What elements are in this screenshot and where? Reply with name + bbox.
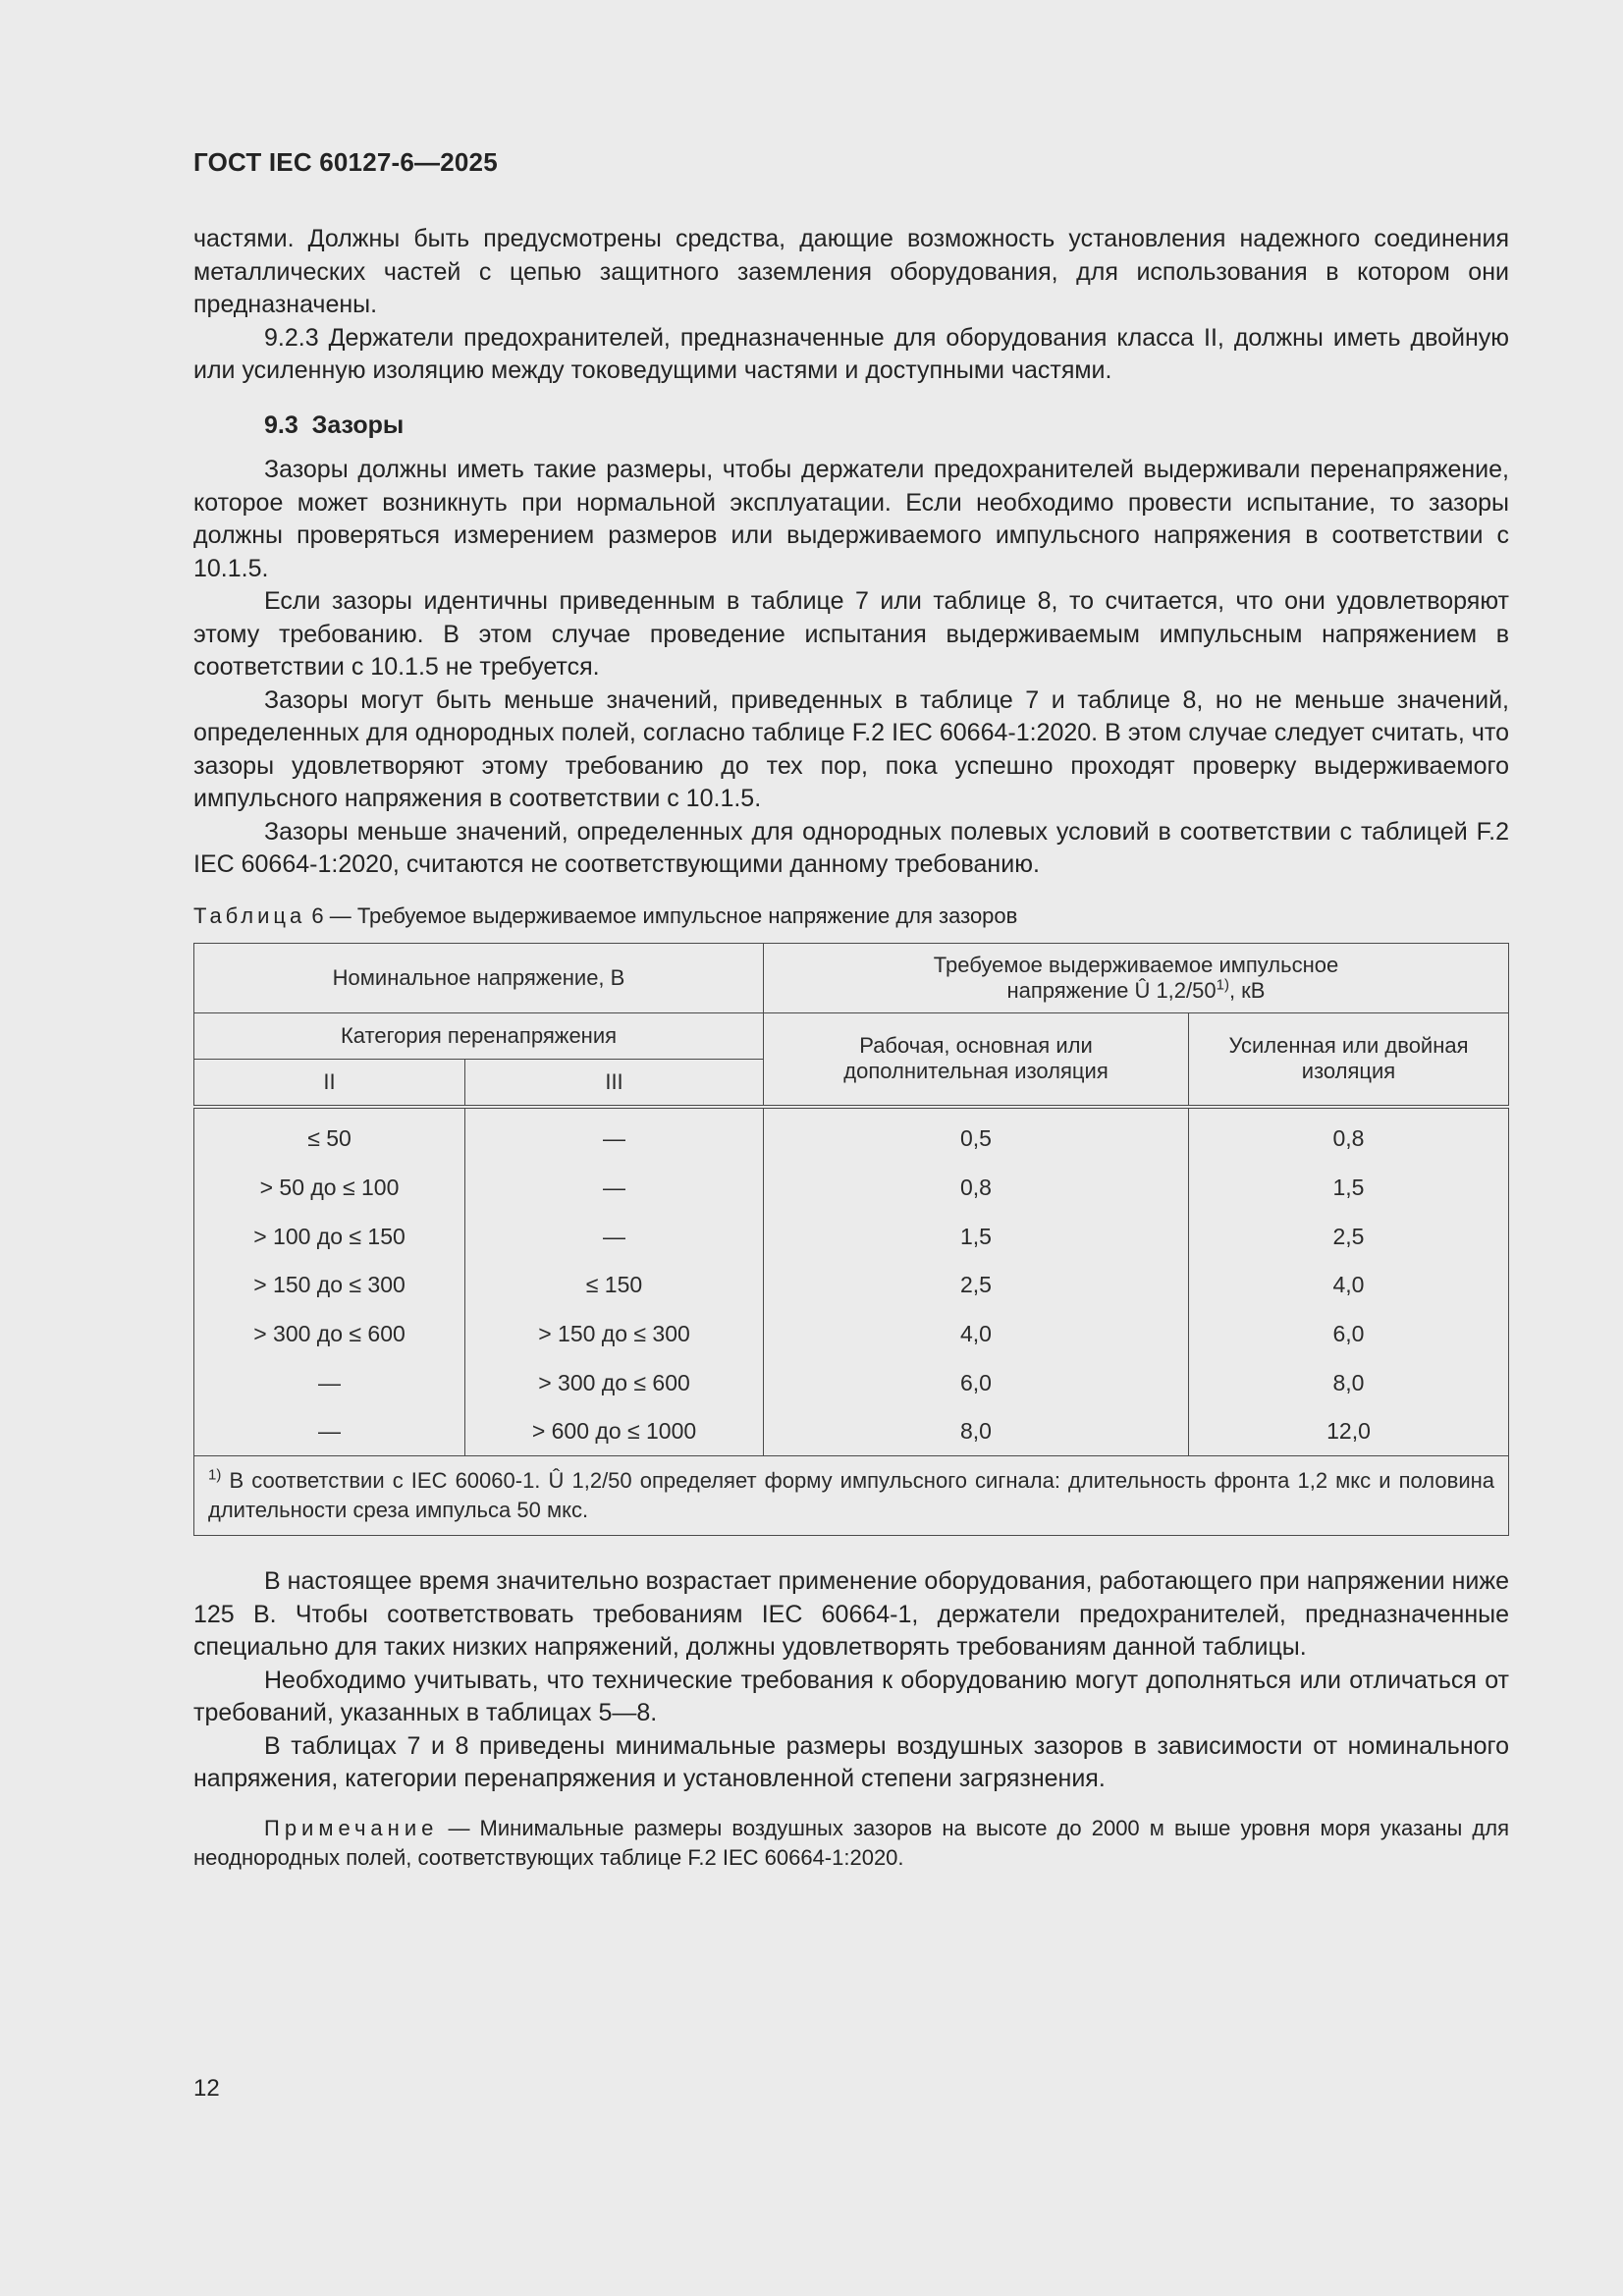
cell-reinforced-insulation: 8,0 — [1189, 1358, 1509, 1407]
impulse-voltage-table — [193, 943, 1509, 1537]
cell-category-ii: > 50 до ≤ 100 — [194, 1163, 465, 1212]
cell-category-iii: — — [465, 1212, 764, 1261]
table-row — [194, 1358, 1509, 1407]
table-row — [194, 1309, 1509, 1358]
table-row — [194, 1163, 1509, 1212]
note-text: — Минимальные размеры воздушных зазоров на высоте до 2000 м выше уровня моря указаны для неоднородных полей, соответствующих таблице F.2 IEC 60664-1:2020. — [193, 1815, 1509, 1870]
header-overvoltage-category: Категория перенапряжения — [194, 1012, 764, 1059]
cell-category-ii: > 300 до ≤ 600 — [194, 1309, 465, 1358]
page-number: 12 — [193, 2075, 220, 2102]
note-label: Примечание — [264, 1815, 439, 1840]
cell-reinforced-insulation: 6,0 — [1189, 1309, 1509, 1358]
cell-reinforced-insulation: 4,0 — [1189, 1261, 1509, 1310]
section-heading — [264, 410, 1509, 443]
table-caption-label: Таблица — [193, 902, 306, 928]
cell-reinforced-insulation: 0,8 — [1189, 1107, 1509, 1164]
cell-reinforced-insulation: 12,0 — [1189, 1407, 1509, 1456]
page-body — [193, 223, 1509, 1873]
document-header: ГОСТ IEC 60127-6—2025 — [193, 147, 498, 177]
header-reinforced-insulation: Усиленная или двойная изоляция — [1189, 1012, 1509, 1107]
cell-category-iii: > 600 до ≤ 1000 — [465, 1407, 764, 1456]
cell-basic-insulation: 4,0 — [764, 1309, 1189, 1358]
paragraph: Необходимо учитывать, что технические требования к оборудованию могут дополняться или отличаться от требований, указанных в таблицах 5—8. — [193, 1666, 1509, 1727]
paragraph: Зазоры должны иметь такие размеры, чтобы держатели предохранителей выдерживали перенапряжение, которое может возникнуть при нормальной эксплуатации. Если необходимо провести испытание, то зазоры должны проверяться измерением размеров или выдерживаемого импульсного напряжения в соответствии с 10.1.5. — [193, 456, 1509, 582]
paragraph-9-2-3: 9.2.3 Держатели предохранителей, предназначенные для оборудования класса II, должны иметь двойную или усиленную изоляцию между токоведущими частями и доступными частями. — [193, 323, 1509, 384]
cell-category-iii: ≤ 150 — [465, 1261, 764, 1310]
table-footnote — [194, 1456, 1509, 1536]
table-footnote-row — [194, 1456, 1509, 1536]
section-title: Зазоры — [311, 410, 405, 439]
section-number: 9.3 — [264, 410, 298, 439]
cell-basic-insulation: 1,5 — [764, 1212, 1189, 1261]
header-basic-insulation: Рабочая, основная или дополнительная изоляция — [764, 1012, 1189, 1107]
table-row — [194, 1407, 1509, 1456]
paragraph: Зазоры меньше значений, определенных для однородных полевых условий в соответствии с таблицей F.2 IEC 60664-1:2020, считаются не соответствующими данному требованию. — [193, 817, 1509, 878]
header-category-iii: III — [465, 1059, 764, 1107]
cell-basic-insulation: 8,0 — [764, 1407, 1189, 1456]
cell-category-ii: — — [194, 1358, 465, 1407]
header-required-voltage: Требуемое выдерживаемое импульсное напряжение Û 1,2/50$^{1)}$, кВ — [764, 943, 1509, 1012]
cell-reinforced-insulation: 2,5 — [1189, 1212, 1509, 1261]
paragraph: Зазоры могут быть меньше значений, приведенных в таблице 7 и таблице 8, но не меньше значений, определенных для однородных полей, согласно таблице F.2 IEC 60664-1:2020. В этом случае следует считать, что зазоры удовлетворяют этому требованию до тех пор, пока успешно проходят проверку выдерживаемого импульсного напряжения в соответствии с 10.1.5. — [193, 685, 1509, 812]
cell-basic-insulation: 2,5 — [764, 1261, 1189, 1310]
cell-category-iii: > 150 до ≤ 300 — [465, 1309, 764, 1358]
paragraph: В таблицах 7 и 8 приведены минимальные размеры воздушных зазоров в зависимости от номинального напряжения, категории перенапряжения и установленной степени загрязнения. — [193, 1731, 1509, 1793]
after-table-text — [193, 1565, 1509, 1796]
cell-category-ii: ≤ 50 — [194, 1107, 465, 1164]
table-caption-text: 6 — Требуемое выдерживаемое импульсное напряжение для зазоров — [311, 902, 1018, 928]
cell-category-ii: > 150 до ≤ 300 — [194, 1261, 465, 1310]
table-row — [194, 1212, 1509, 1261]
table-row — [194, 1261, 1509, 1310]
footnote-mark: 1) — [208, 1466, 222, 1484]
header-category-ii: II — [194, 1059, 465, 1107]
note — [193, 1814, 1509, 1873]
cell-category-iii: > 300 до ≤ 600 — [465, 1358, 764, 1407]
table-header-row — [194, 1012, 1509, 1059]
cell-basic-insulation: 0,8 — [764, 1163, 1189, 1212]
cell-basic-insulation: 6,0 — [764, 1358, 1189, 1407]
paragraph: Если зазоры идентичны приведенным в таблице 7 или таблице 8, то считается, что они удовлетворяют этому требованию. В этом случае проведение испытания выдерживаемым импульсным напряжением в соответствии с 10.1.5 не требуется. — [193, 587, 1509, 681]
cell-category-ii: — — [194, 1407, 465, 1456]
header-nominal-voltage: Номинальное напряжение, В — [194, 943, 764, 1012]
paragraph: В настоящее время значительно возрастает применение оборудования, работающего при напряжении ниже 125 В. Чтобы соответствовать требованиям IEC 60664-1, держатели предохранителей, предназначенные специально для таких низких напряжений, должны удовлетворять требованиям данной таблицы. — [193, 1567, 1509, 1662]
table-caption — [193, 902, 1509, 931]
paragraph-continuation: частями. Должны быть предусмотрены средства, дающие возможность установления надежного соединения металлических частей с цепью защитного заземления оборудования, для использования в котором они предназначены. — [193, 225, 1509, 318]
cell-category-ii: > 100 до ≤ 150 — [194, 1212, 465, 1261]
cell-category-iii: — — [465, 1107, 764, 1164]
cell-basic-insulation: 0,5 — [764, 1107, 1189, 1164]
table-row — [194, 1107, 1509, 1164]
cell-reinforced-insulation: 1,5 — [1189, 1163, 1509, 1212]
footnote-text: В соответствии с IEC 60060-1. Û 1,2/50 определяет форму импульсного сигнала: длительность фронта 1,2 мкс и половина длительности среза импульса 50 мкс. — [208, 1468, 1494, 1523]
cell-category-iii: — — [465, 1163, 764, 1212]
table-header-row — [194, 943, 1509, 1012]
